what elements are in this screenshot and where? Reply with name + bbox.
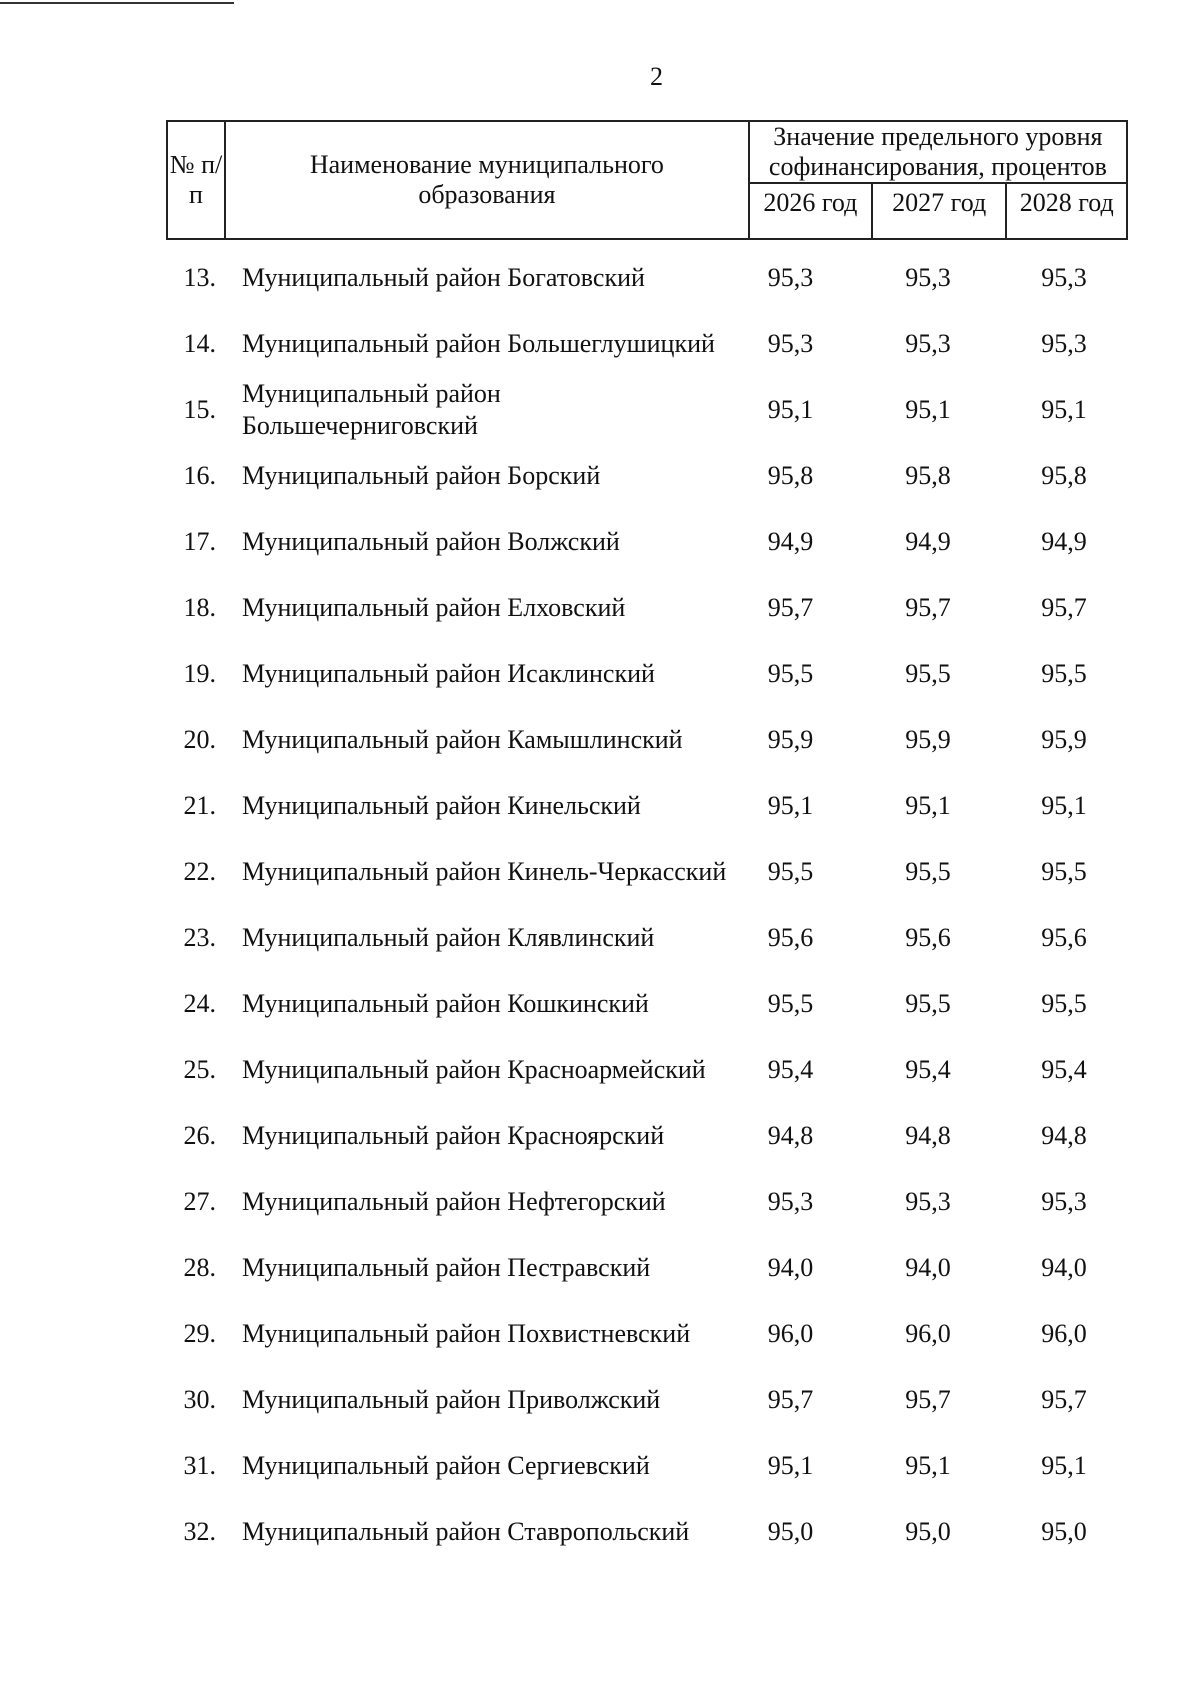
value-2028: 94,9 (1041, 527, 1087, 556)
value-2027: 95,4 (905, 1055, 951, 1084)
value-2027: 94,8 (905, 1121, 951, 1150)
value-2027: 95,1 (905, 791, 951, 820)
header-name: Наименование муниципального образования (225, 121, 749, 239)
table-row (166, 509, 1128, 575)
value-2026: 94,0 (767, 1253, 814, 1282)
row-number: 27. (183, 1187, 216, 1216)
municipality-name: Муниципальный район Похвистневский (242, 1319, 691, 1348)
value-2028: 95,9 (1041, 725, 1087, 754)
table-row (166, 905, 1128, 971)
row-number: 16. (183, 461, 216, 490)
table-row (166, 1367, 1128, 1433)
row-number: 18. (183, 593, 216, 622)
row-number: 17. (183, 527, 216, 556)
value-2026: 95,4 (767, 1055, 814, 1084)
row-number: 22. (183, 857, 216, 886)
value-2028: 94,8 (1041, 1121, 1087, 1150)
value-2028: 95,3 (1041, 1187, 1087, 1216)
row-number: 23. (183, 923, 216, 952)
row-number: 13. (183, 263, 216, 292)
value-2027: 95,1 (905, 395, 951, 424)
table-row (166, 311, 1128, 377)
value-2026: 95,6 (767, 923, 814, 952)
value-2026: 95,3 (767, 1187, 814, 1216)
value-2027: 95,1 (905, 1451, 951, 1480)
value-2028: 94,0 (1041, 1253, 1087, 1282)
value-2028: 95,6 (1041, 923, 1087, 952)
row-number: 14. (183, 329, 216, 358)
value-2026: 95,5 (767, 659, 814, 688)
municipality-name: Муниципальный район Клявлинский (242, 923, 655, 952)
municipality-name: Муниципальный район Большечерниговский (242, 379, 501, 440)
value-2026: 96,0 (767, 1319, 814, 1348)
value-2028: 95,1 (1041, 395, 1087, 424)
header-year-2028: 2028 год (1006, 183, 1127, 239)
value-2026: 95,0 (767, 1517, 814, 1546)
row-number: 29. (183, 1319, 216, 1348)
value-2028: 95,4 (1041, 1055, 1087, 1084)
value-2026: 95,3 (767, 329, 814, 358)
value-2027: 95,7 (905, 1385, 951, 1414)
row-number: 21. (183, 791, 216, 820)
value-2027: 95,8 (905, 461, 951, 490)
table-row (166, 1037, 1128, 1103)
table-row (166, 1103, 1128, 1169)
header-value: Значение предельного уровня софинансирования, процентов (749, 121, 1127, 183)
page-number: 2 (650, 62, 663, 91)
municipality-name: Муниципальный район Пестравский (242, 1253, 651, 1282)
table-row (166, 245, 1128, 311)
value-2026: 95,5 (767, 989, 814, 1018)
value-2028: 95,7 (1041, 593, 1087, 622)
value-2028: 95,3 (1041, 263, 1087, 292)
value-2026: 94,9 (767, 527, 814, 556)
table-row (166, 443, 1128, 509)
municipality-name: Муниципальный район Ставропольский (242, 1517, 690, 1546)
municipality-name: Муниципальный район Богатовский (242, 263, 645, 292)
row-number: 31. (183, 1451, 216, 1480)
value-2026: 95,5 (767, 857, 814, 886)
table-header (166, 120, 1128, 240)
table-row (166, 1301, 1128, 1367)
municipality-name: Муниципальный район Волжский (242, 527, 620, 556)
value-2028: 95,7 (1041, 1385, 1087, 1414)
municipality-name: Муниципальный район Камышлинский (242, 725, 683, 754)
table-row (166, 575, 1128, 641)
municipality-name: Муниципальный район Красноармейский (242, 1055, 706, 1084)
table-row (166, 1433, 1128, 1499)
value-2027: 95,9 (905, 725, 951, 754)
table-row (166, 377, 1128, 443)
value-2028: 95,5 (1041, 659, 1087, 688)
value-2027: 94,9 (905, 527, 951, 556)
row-number: 15. (183, 395, 216, 424)
value-2026: 95,3 (767, 263, 814, 292)
table-row (166, 641, 1128, 707)
header-num: № п/п (167, 121, 225, 239)
value-2027: 95,5 (905, 659, 951, 688)
value-2027: 95,5 (905, 857, 951, 886)
value-2026: 95,7 (767, 1385, 814, 1414)
municipality-name: Муниципальный район Большеглушицкий (242, 329, 715, 358)
municipality-name: Муниципальный район Приволжский (242, 1385, 661, 1414)
municipality-name: Муниципальный район Красноярский (242, 1121, 665, 1150)
value-2027: 95,0 (905, 1517, 951, 1546)
value-2027: 95,6 (905, 923, 951, 952)
value-2026: 95,1 (767, 1451, 814, 1480)
value-2026: 95,8 (767, 461, 814, 490)
value-2027: 95,3 (905, 1187, 951, 1216)
table-body (166, 245, 1128, 1565)
value-2026: 94,8 (767, 1121, 814, 1150)
table-row (166, 707, 1128, 773)
table-row (166, 1169, 1128, 1235)
municipality-name: Муниципальный район Нефтегорский (242, 1187, 666, 1216)
row-number: 28. (183, 1253, 216, 1282)
value-2028: 95,3 (1041, 329, 1087, 358)
value-2026: 95,9 (767, 725, 814, 754)
value-2026: 95,1 (767, 791, 814, 820)
table-row (166, 773, 1128, 839)
table-row (166, 1235, 1128, 1301)
table-row (166, 971, 1128, 1037)
row-number: 30. (183, 1385, 216, 1414)
table-row (166, 839, 1128, 905)
value-2028: 96,0 (1041, 1319, 1087, 1348)
table-row (166, 1499, 1128, 1565)
municipality-name: Муниципальный район Кошкинский (242, 989, 649, 1018)
municipality-name: Муниципальный район Елховский (242, 593, 626, 622)
value-2028: 95,5 (1041, 989, 1087, 1018)
row-number: 26. (183, 1121, 216, 1150)
value-2027: 95,3 (905, 329, 951, 358)
top-rule (0, 2, 234, 4)
value-2026: 95,1 (767, 395, 814, 424)
row-number: 19. (183, 659, 216, 688)
value-2027: 95,7 (905, 593, 951, 622)
municipality-name: Муниципальный район Сергиевский (242, 1451, 650, 1480)
value-2028: 95,0 (1041, 1517, 1087, 1546)
header-year-2027: 2027 год (872, 183, 1007, 239)
value-2028: 95,5 (1041, 857, 1087, 886)
value-2027: 95,5 (905, 989, 951, 1018)
municipality-name: Муниципальный район Кинельский (242, 791, 641, 820)
value-2027: 95,3 (905, 263, 951, 292)
value-2028: 95,1 (1041, 791, 1087, 820)
municipality-name: Муниципальный район Борский (242, 461, 601, 490)
row-number: 32. (183, 1517, 216, 1546)
row-number: 24. (183, 989, 216, 1018)
value-2027: 96,0 (905, 1319, 951, 1348)
value-2028: 95,1 (1041, 1451, 1087, 1480)
municipality-name: Муниципальный район Кинель-Черкасский (242, 857, 727, 886)
row-number: 20. (183, 725, 216, 754)
header-year-2026: 2026 год (749, 183, 872, 239)
value-2028: 95,8 (1041, 461, 1087, 490)
row-number: 25. (183, 1055, 216, 1084)
value-2027: 94,0 (905, 1253, 951, 1282)
value-2026: 95,7 (767, 593, 814, 622)
municipality-name: Муниципальный район Исаклинский (242, 659, 655, 688)
